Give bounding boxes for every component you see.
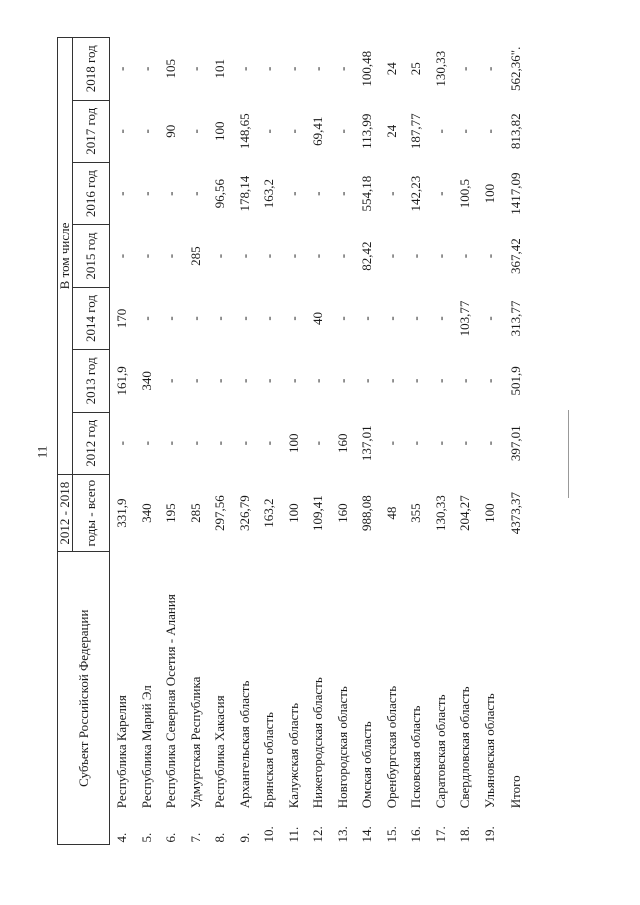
header-year: 2018 год — [73, 38, 110, 101]
value-cell: - — [310, 66, 325, 71]
value-cell: - — [138, 441, 154, 446]
value-cell: 367,42 — [508, 238, 523, 274]
value-cell: - — [261, 129, 276, 134]
subject-name: Оренбургская область — [383, 685, 399, 809]
value-cell: 142,23 — [408, 175, 423, 212]
table-row — [331, 38, 356, 845]
header-subject: Субъект Российской Федерации — [58, 552, 110, 845]
value-cell: 24 — [383, 62, 399, 76]
value-cell: - — [383, 316, 399, 321]
value-cell: 331,9 — [114, 498, 129, 528]
value-cell: 100,5 — [457, 179, 472, 209]
value-cell: - — [481, 253, 497, 259]
value-cell: - — [163, 378, 178, 384]
subject-name: Республика Карелия — [114, 695, 129, 809]
value-cell: 100 — [285, 433, 301, 453]
value-cell: 178,14 — [236, 175, 252, 212]
value-cell: - — [114, 129, 129, 134]
value-cell: 130,33 — [432, 495, 448, 532]
value-cell: - — [163, 316, 178, 321]
subject-name: Удмуртская Республика — [187, 676, 203, 809]
value-cell: - — [114, 191, 129, 196]
subject-name: Нижегородская область — [310, 677, 325, 809]
row-number: 10. — [261, 826, 276, 843]
value-cell: - — [138, 191, 154, 196]
table-row — [380, 38, 405, 845]
value-cell: - — [383, 378, 399, 384]
value-cell: 355 — [408, 503, 423, 523]
value-cell: 554,18 — [359, 175, 374, 212]
value-cell: - — [138, 253, 154, 259]
page-number: 11 — [34, 445, 50, 459]
value-cell: - — [310, 253, 325, 259]
value-cell: - — [408, 316, 423, 321]
value-cell: - — [481, 316, 497, 321]
value-cell: 105 — [163, 59, 178, 79]
value-cell: 340 — [138, 503, 154, 523]
row-number: 12. — [310, 826, 325, 843]
value-cell: - — [261, 378, 276, 384]
row-number: 4. — [114, 832, 129, 843]
header-year: 2014 год — [73, 287, 110, 349]
value-cell: 130,33 — [432, 50, 448, 87]
value-cell: - — [310, 191, 325, 196]
value-cell: - — [359, 316, 374, 321]
value-cell: 813,82 — [508, 113, 523, 150]
value-cell: - — [212, 378, 227, 384]
value-cell: - — [114, 66, 129, 71]
value-cell: 100,48 — [359, 50, 374, 87]
value-cell: - — [138, 129, 154, 134]
value-cell: - — [236, 253, 252, 259]
value-cell: - — [334, 129, 350, 134]
funding-table — [57, 37, 530, 845]
value-cell: 163,2 — [261, 498, 276, 528]
subject-name: Псковская область — [408, 705, 423, 809]
value-cell: - — [457, 253, 472, 259]
value-cell: - — [236, 66, 252, 71]
value-cell: - — [383, 191, 399, 196]
value-cell: - — [481, 129, 497, 134]
value-cell: 562,36". — [508, 46, 523, 91]
row-number: 17. — [432, 826, 448, 843]
value-cell: - — [310, 441, 325, 446]
row-number: 18. — [457, 826, 472, 843]
subject-name: Калужская область — [285, 702, 301, 809]
table-total-row — [502, 38, 530, 845]
value-cell: - — [334, 191, 350, 196]
table-row — [429, 38, 454, 845]
row-number: 15. — [383, 826, 399, 843]
header-breakdown: В том числе — [58, 38, 73, 475]
value-cell: 187,77 — [408, 113, 423, 150]
value-cell: - — [187, 191, 203, 196]
value-cell: 148,65 — [236, 113, 252, 150]
value-cell: 82,42 — [359, 241, 374, 271]
header-year: 2015 год — [73, 225, 110, 287]
value-cell: 90 — [163, 124, 178, 138]
value-cell: 170 — [114, 308, 129, 329]
value-cell: - — [187, 66, 203, 71]
value-cell: - — [481, 441, 497, 446]
value-cell: - — [334, 253, 350, 259]
value-cell: 297,56 — [212, 495, 227, 532]
subject-name: Итого — [508, 775, 523, 809]
value-cell: - — [383, 253, 399, 259]
value-cell: - — [408, 378, 423, 384]
value-cell: - — [236, 378, 252, 384]
value-cell: - — [187, 316, 203, 321]
value-cell: - — [138, 66, 154, 71]
value-cell: - — [432, 191, 448, 196]
table-row — [282, 38, 307, 845]
value-cell: 340 — [138, 371, 154, 391]
value-cell: 100 — [481, 503, 497, 523]
value-cell: 103,77 — [457, 300, 472, 337]
value-cell: - — [310, 378, 325, 384]
header-period-total: годы - всего — [73, 474, 110, 551]
value-cell: - — [408, 253, 423, 259]
value-cell: - — [163, 253, 178, 259]
value-cell: 25 — [408, 62, 423, 76]
value-cell: - — [383, 441, 399, 446]
value-cell: 195 — [163, 503, 178, 523]
row-number: 7. — [187, 832, 203, 843]
value-cell: 100 — [285, 503, 301, 523]
table-row — [404, 38, 429, 845]
value-cell: 69,41 — [310, 116, 325, 146]
value-cell: - — [163, 191, 178, 196]
row-number: 16. — [408, 826, 423, 843]
subject-name: Свердловская область — [457, 686, 472, 809]
value-cell: - — [285, 191, 301, 196]
table-row — [184, 38, 209, 845]
table-row — [233, 38, 258, 845]
value-cell: 4373,37 — [508, 492, 523, 535]
table-row — [306, 38, 331, 845]
value-cell: 161,9 — [114, 366, 129, 396]
value-cell: - — [285, 129, 301, 134]
table-row — [135, 38, 160, 845]
row-number: 6. — [163, 832, 178, 843]
row-number — [502, 812, 530, 844]
value-cell: - — [334, 378, 350, 384]
value-cell: 204,27 — [457, 495, 472, 532]
subject-name: Республика Северная Осетия - Алания — [163, 594, 178, 809]
subject-name: Омская область — [359, 721, 374, 809]
header-year: 2016 год — [73, 162, 110, 224]
value-cell: 397,01 — [508, 425, 523, 462]
value-cell: - — [408, 441, 423, 446]
value-cell: - — [432, 129, 448, 134]
value-cell: - — [481, 66, 497, 71]
value-cell: 48 — [383, 506, 399, 520]
value-cell: - — [457, 129, 472, 134]
value-cell: 163,2 — [261, 179, 276, 209]
value-cell: - — [432, 316, 448, 321]
value-cell: 501,9 — [508, 366, 523, 396]
row-number: 5. — [138, 832, 154, 843]
value-cell: - — [432, 441, 448, 446]
subject-name: Брянская область — [261, 712, 276, 809]
value-cell: - — [212, 441, 227, 446]
table-row — [110, 38, 135, 845]
value-cell: 988,08 — [359, 495, 374, 532]
value-cell: - — [285, 316, 301, 321]
subject-name: Республика Хакасия — [212, 695, 227, 809]
table-row — [453, 38, 478, 845]
subject-name: Республика Марий Эл — [138, 685, 154, 809]
row-number: 14. — [359, 826, 374, 843]
value-cell: 313,77 — [508, 300, 523, 337]
header-year: 2012 год — [73, 412, 110, 474]
value-cell: - — [261, 66, 276, 71]
value-cell: - — [285, 66, 301, 71]
value-cell: - — [163, 441, 178, 446]
value-cell: 101 — [212, 59, 227, 79]
value-cell: - — [212, 253, 227, 259]
value-cell: 100 — [481, 183, 497, 204]
value-cell: 160 — [334, 433, 350, 453]
value-cell: - — [138, 316, 154, 321]
row-number: 19. — [481, 826, 497, 843]
value-cell: - — [285, 253, 301, 259]
subject-name: Ульяновская область — [481, 693, 497, 809]
table-wrapper — [57, 37, 622, 845]
value-cell: 113,99 — [359, 113, 374, 149]
header-period: 2012 - 2018 — [58, 474, 73, 551]
value-cell: 24 — [383, 124, 399, 138]
subject-name: Архангельская область — [236, 680, 252, 809]
row-number: 8. — [212, 832, 227, 843]
table-row — [257, 38, 282, 845]
table-row — [208, 38, 233, 845]
header-year: 2013 год — [73, 350, 110, 412]
value-cell: - — [457, 66, 472, 71]
rotated-table-area — [57, 37, 622, 845]
subject-name: Новгородская область — [334, 686, 350, 809]
row-number: 9. — [236, 832, 252, 843]
table-row — [159, 38, 184, 845]
value-cell: - — [457, 441, 472, 446]
value-cell: 109,41 — [310, 495, 325, 532]
value-cell: - — [236, 441, 252, 446]
value-cell: - — [187, 441, 203, 446]
value-cell: - — [261, 441, 276, 446]
value-cell: - — [261, 316, 276, 321]
value-cell: - — [359, 378, 374, 384]
value-cell: 1417,09 — [508, 172, 523, 215]
value-cell: - — [261, 253, 276, 259]
value-cell: - — [187, 129, 203, 134]
header-year: 2017 год — [73, 100, 110, 162]
value-cell: - — [285, 378, 301, 384]
value-cell: 326,79 — [236, 495, 252, 532]
value-cell: 160 — [334, 503, 350, 523]
value-cell: 100 — [212, 121, 227, 142]
value-cell: - — [481, 378, 497, 384]
value-cell: 137,01 — [359, 425, 374, 462]
value-cell: 40 — [310, 311, 325, 325]
value-cell: - — [236, 316, 252, 321]
table-row — [355, 38, 380, 845]
subject-name: Саратовская область — [432, 694, 448, 809]
value-cell: - — [187, 378, 203, 384]
row-number: 11. — [285, 826, 301, 843]
table-body — [110, 38, 531, 845]
value-cell: - — [114, 441, 129, 446]
value-cell: - — [432, 253, 448, 259]
value-cell: 285 — [187, 503, 203, 523]
value-cell: 96,56 — [212, 179, 227, 209]
value-cell: - — [334, 66, 350, 71]
value-cell: - — [114, 253, 129, 259]
value-cell: - — [212, 316, 227, 321]
value-cell: - — [457, 378, 472, 384]
row-number: 13. — [334, 826, 350, 843]
value-cell: - — [334, 316, 350, 321]
table-header — [58, 38, 110, 845]
value-cell: - — [432, 378, 448, 384]
value-cell: 285 — [187, 246, 203, 266]
table-row — [478, 38, 503, 845]
